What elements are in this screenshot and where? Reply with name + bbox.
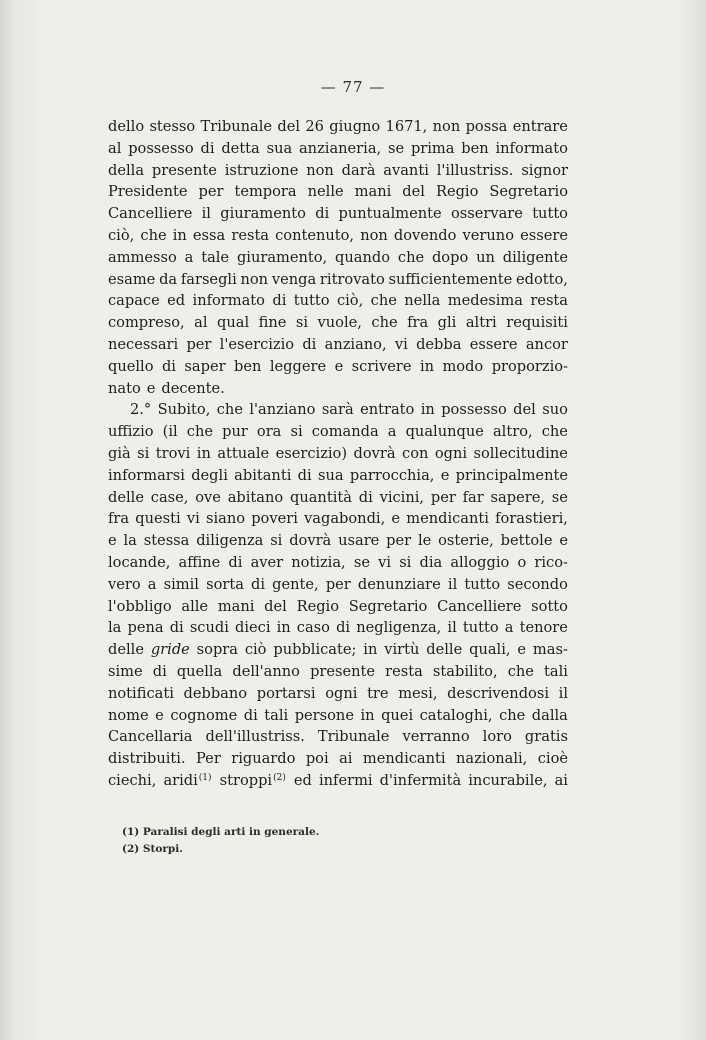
footnote-reference: (2) — [273, 772, 286, 783]
text-line: e la stessa diligenza si dovrà usare per le osterie, bettole e — [108, 532, 568, 550]
text-line: notificati debbano portarsi ogni tre mesi, descrivendosi il — [108, 684, 568, 702]
text-line: già si trovi in attuale esercizio) dovrà con ogni sollecitudine — [108, 444, 568, 462]
text-line: vero a simil sorta di gente, per denunziare il tutto secondo — [108, 575, 568, 593]
text-line: delle case, ove abitano quantità di vicini, per far sapere, se — [108, 488, 568, 506]
text-line: l'obbligo alle mani del Regio Segretario Cancelliere sotto — [108, 597, 568, 615]
text-line: locande, affine di aver notizia, se vi si dia alloggio o rico- — [108, 553, 568, 571]
text-line: distribuiti. Per riguardo poi ai mendicanti nazionali, cioè — [108, 750, 568, 768]
text-line: Presidente per tempora nelle mani del Regio Segretario — [108, 183, 568, 201]
text-line: Cancelliere il giuramento di puntualmente osservare tutto — [108, 205, 568, 223]
text-line: nato e decente. — [108, 379, 225, 397]
body-text — [108, 116, 568, 792]
footnotes — [122, 824, 562, 858]
text-line: della presente istruzione non darà avanti l'illustriss. signor — [108, 161, 568, 179]
text-line: dello stesso Tribunale del 26 giugno 1671, non possa entrare — [108, 118, 568, 135]
text-line: la pena di scudi dieci in caso di negligenza, il tutto a tenore — [108, 619, 568, 637]
text-line: ciechi, aridi$^{(1)}$ stroppi$^{(2)}$ ed infermi d'infermità incurabile, ai — [108, 771, 568, 789]
text-line: ciò, che in essa resta contenuto, non dovendo veruno essere — [108, 226, 568, 244]
text-line: uffizio (il che pur ora si comanda a qualunque altro, che — [108, 423, 568, 441]
footnote: (1) Paralisi degli arti in generale. — [122, 826, 320, 838]
text-line: sime di quella dell'anno presente resta stabilito, che tali — [108, 662, 568, 680]
text-line: informarsi degli abitanti di sua parrocchia, e principalmente — [108, 466, 568, 484]
text-line: delle gride sopra ciò pubblicate; in virtù delle quali, e mas- — [108, 641, 568, 659]
footnote: (2) Storpi. — [122, 843, 183, 855]
text-line: quello di saper ben leggere e scrivere in modo proporzio- — [108, 357, 568, 375]
text-line: capace ed informato di tutto ciò, che nella medesima resta — [108, 292, 568, 310]
text-line: compreso, al qual fine si vuole, che fra gli altri requisiti — [108, 314, 568, 332]
text-line: esame da farsegli non venga ritrovato sufficientemente edotto, — [108, 270, 568, 288]
text-line: al possesso di detta sua anzianeria, se prima ben informato — [108, 139, 568, 157]
footnote-reference: (1) — [198, 772, 212, 783]
text-line: fra questi vi siano poveri vagabondi, e mendicanti forastieri, — [108, 510, 568, 528]
text-line: necessari per l'esercizio di anziano, vi debba essere ancor — [108, 335, 568, 353]
text-line: 2.° Subito, che l'anziano sarà entrato in possesso del suo — [130, 401, 568, 419]
text-line: ammesso a tale giuramento, quando che dopo un diligente — [108, 248, 568, 266]
text-line: nome e cognome di tali persone in quei cataloghi, che dalla — [108, 706, 568, 724]
page-number: — 77 — — [320, 78, 386, 96]
text-line: Cancellaria dell'illustriss. Tribunale verranno loro gratis — [108, 728, 568, 746]
